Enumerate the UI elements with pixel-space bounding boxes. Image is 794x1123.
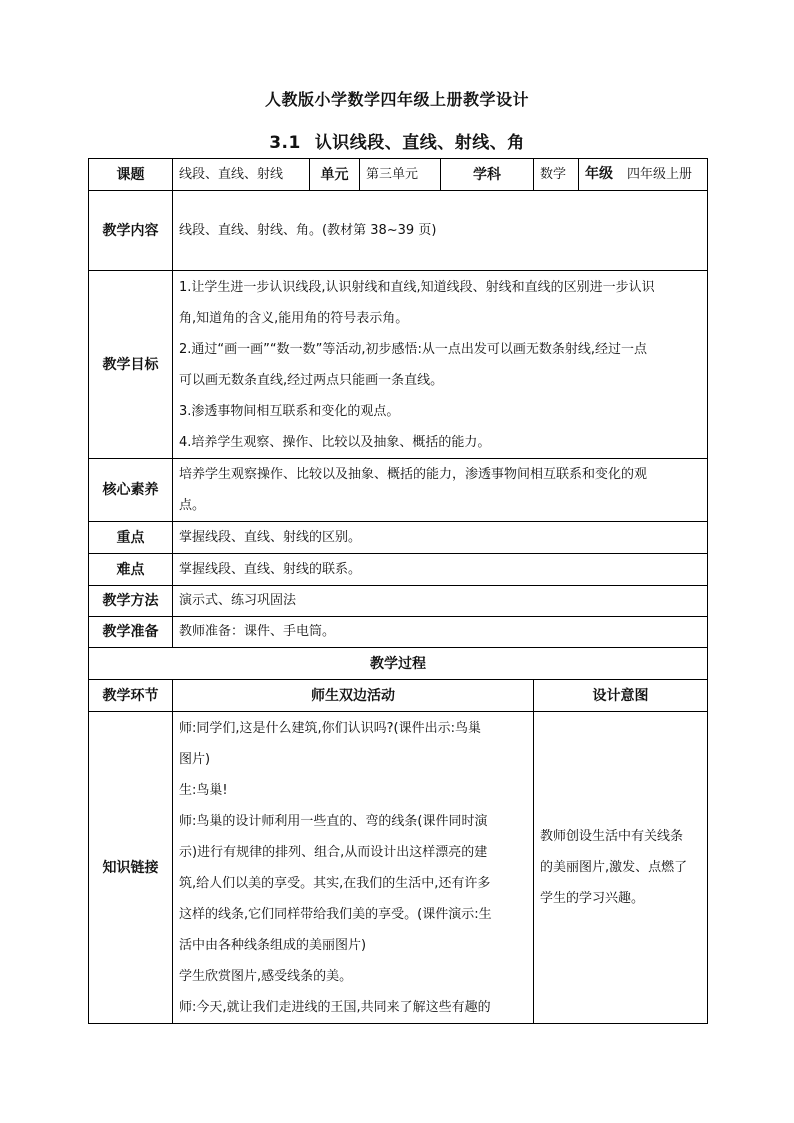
grade-label: 年级 <box>585 166 614 182</box>
info-row <box>89 159 708 191</box>
activity-column-header: 师生双边活动 <box>173 680 534 712</box>
activity-line: 师:鸟巢的设计师利用一些直的、弯的线条(课件同时演 <box>179 813 488 829</box>
activity-line: 示)进行有规律的排列、组合,从而设计出这样漂亮的建 <box>179 844 488 860</box>
document-title: 人教版小学数学四年级上册教学设计 <box>264 90 529 109</box>
activity-line: 师:今天,就让我们走进线的王国,共同来了解这些有趣的 <box>179 999 491 1015</box>
objective-line: 4.培养学生观察、操作、比较以及抽象、概括的能力。 <box>179 434 491 450</box>
activity-line: 筑,给人们以美的享受。其实,在我们的生活中,还有许多 <box>179 875 491 891</box>
document-subtitle <box>0 128 794 153</box>
preparation-label: 教学准备 <box>89 617 173 648</box>
key-point-label: 重点 <box>89 522 173 554</box>
process-heading-row <box>89 648 708 680</box>
preparation-row <box>89 617 708 648</box>
core-line: 点。 <box>179 498 206 513</box>
method-value: 演示式、练习巩固法 <box>173 586 708 617</box>
activity-line: 这样的线条,它们同样带给我们美的享受。(课件演示:生 <box>179 906 492 922</box>
activity-line: 生:鸟巢! <box>179 782 228 798</box>
stage-label: 知识链接 <box>89 712 173 1024</box>
activity-line: 图片) <box>179 751 211 767</box>
method-row <box>89 586 708 617</box>
process-body-row <box>89 712 708 1024</box>
subtitle-number: 3.1 <box>269 133 301 153</box>
method-label: 教学方法 <box>89 586 173 617</box>
subject-label: 学科 <box>441 159 534 191</box>
core-line: 培养学生观察操作、比较以及抽象、概括的能力，渗透事物间相互联系和变化的观 <box>179 467 648 482</box>
subject-value: 数学 <box>534 159 579 191</box>
intent-line: 的美丽图片,激发、点燃了 <box>540 860 688 875</box>
difficulty-row <box>89 554 708 586</box>
core-row <box>89 459 708 522</box>
content-row <box>89 191 708 271</box>
lesson-plan-table <box>88 158 708 1024</box>
key-point-value: 掌握线段、直线、射线的区别。 <box>173 522 708 554</box>
objective-line: 1.让学生进一步认识线段,认识射线和直线,知道线段、射线和直线的区别进一步认识 <box>179 279 655 295</box>
objectives-body <box>173 271 708 459</box>
unit-label: 单元 <box>310 159 360 191</box>
content-value: 线段、直线、射线、角。(教材第 38~39 页) <box>173 191 708 271</box>
core-body <box>173 459 708 522</box>
topic-value: 线段、直线、射线 <box>173 159 310 191</box>
activity-line: 师:同学们,这是什么建筑,你们认识吗?(课件出示:鸟巢 <box>179 720 481 736</box>
intent-body <box>534 712 708 1024</box>
preparation-value: 教师准备：课件、手电筒。 <box>173 617 708 648</box>
difficulty-label: 难点 <box>89 554 173 586</box>
core-label: 核心素养 <box>89 459 173 522</box>
activity-line: 学生欣赏图片,感受线条的美。 <box>179 968 353 984</box>
intent-column-header: 设计意图 <box>534 680 708 712</box>
grade-value: 四年级上册 <box>627 167 693 182</box>
process-heading: 教学过程 <box>89 648 708 680</box>
grade-cell <box>579 159 708 191</box>
activity-body <box>173 712 534 1024</box>
activity-line: 活中由各种线条组成的美丽图片) <box>179 937 367 953</box>
intent-line: 教师创设生活中有关线条 <box>540 829 684 844</box>
process-header-row <box>89 680 708 712</box>
objectives-row <box>89 271 708 459</box>
stage-column-header: 教学环节 <box>89 680 173 712</box>
difficulty-value: 掌握线段、直线、射线的联系。 <box>173 554 708 586</box>
objective-line: 2.通过“画一画”“数一数”等活动,初步感悟:从一点出发可以画无数条射线,经过一点 <box>179 341 647 357</box>
objective-line: 角,知道角的含义,能用角的符号表示角。 <box>179 310 409 326</box>
subtitle-text: 认识线段、直线、射线、角 <box>314 133 525 153</box>
objective-line: 3.渗透事物间相互联系和变化的观点。 <box>179 403 400 419</box>
objectives-label: 教学目标 <box>89 271 173 459</box>
key-point-row <box>89 522 708 554</box>
topic-label: 课题 <box>89 159 173 191</box>
intent-line: 学生的学习兴趣。 <box>540 891 645 906</box>
unit-value: 第三单元 <box>360 159 441 191</box>
objective-line: 可以画无数条直线,经过两点只能画一条直线。 <box>179 372 444 388</box>
content-label: 教学内容 <box>89 191 173 271</box>
